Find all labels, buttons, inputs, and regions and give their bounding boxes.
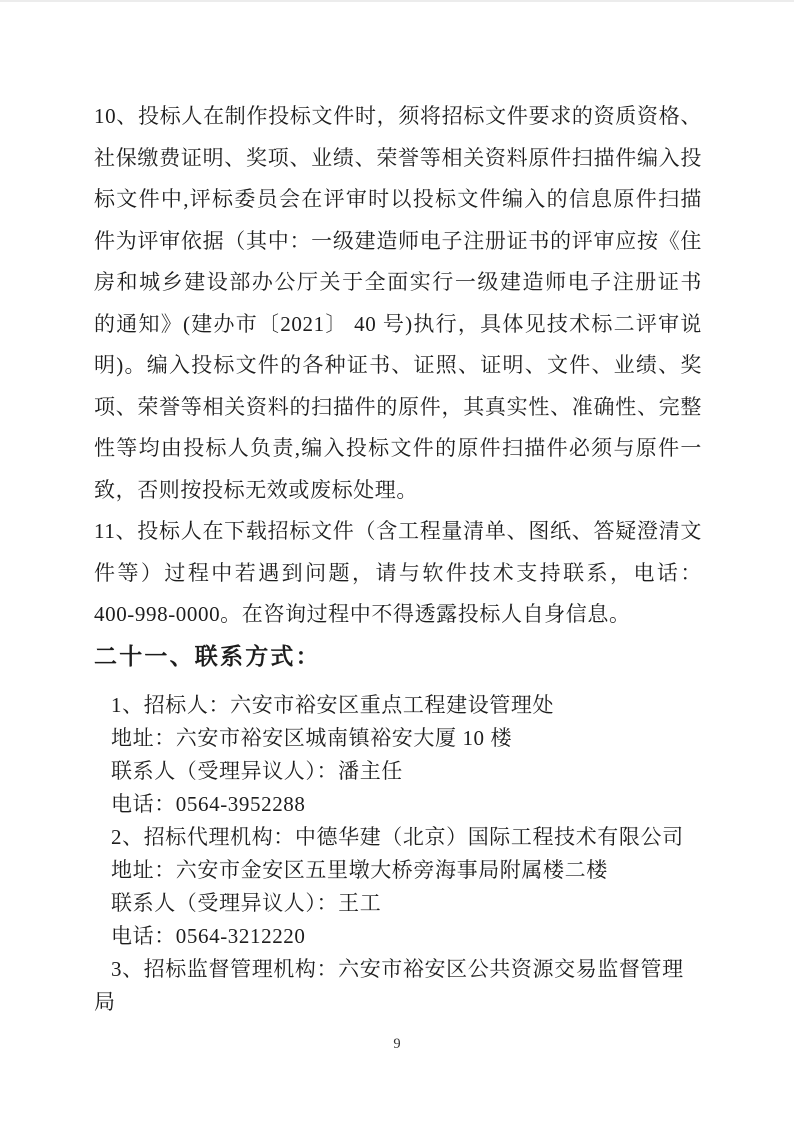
text-line: 标文件中,评标委员会在评审时以投标文件编入的信息原件扫描 xyxy=(94,187,702,211)
scan-top-edge xyxy=(0,0,794,2)
text-line: 件为评审依据（其中：一级建造师电子注册证书的评审应按《住 xyxy=(94,228,702,253)
text-line: 联系人（受理异议人）：王工 xyxy=(111,890,382,915)
section-heading-contact-info: 二十一、联系方式： xyxy=(94,643,321,669)
text-line: 地址：六安市裕安区城南镇裕安大厦 10 楼 xyxy=(111,725,513,750)
text-line: 地址：六安市金安区五里墩大桥旁海事局附属楼二楼 xyxy=(111,857,608,882)
text-line: 电话：0564-3952288 xyxy=(111,791,306,816)
text-line: 致，否则按投标无效或废标处理。 xyxy=(94,477,418,502)
text-line: 房和城乡建设部办公厅关于全面实行一级建造师电子注册证书 xyxy=(94,270,702,294)
text-line: 电话：0564-3212220 xyxy=(111,923,306,948)
text-line: 10、投标人在制作投标文件时，须将招标文件要求的资质资格、 xyxy=(94,104,702,128)
text-line: 2、招标代理机构：中德华建（北京）国际工程技术有限公司 xyxy=(111,824,684,849)
text-line: 社保缴费证明、奖项、业绩、荣誉等相关资料原件扫描件编入投 xyxy=(94,145,702,170)
text-line: 400-998-0000。在咨询过程中不得透露投标人自身信息。 xyxy=(94,602,631,626)
text-line: 明)。编入投标文件的各种证书、证照、证明、文件、业绩、奖 xyxy=(94,353,702,377)
text-line: 11、投标人在下载招标文件（含工程量清单、图纸、答疑澄清文 xyxy=(94,519,702,543)
paragraph-10 xyxy=(94,96,702,511)
page-content xyxy=(94,96,702,1019)
contact-list xyxy=(94,689,702,1019)
text-line: 项、荣誉等相关资料的扫描件的原件，其真实性、准确性、完整 xyxy=(94,394,702,419)
text-line: 的通知》(建办市〔2021〕 40 号)执行，具体见技术标二评审说 xyxy=(94,311,702,336)
paragraph-11 xyxy=(94,511,702,636)
text-line: 3、招标监督管理机构：六安市裕安区公共资源交易监督管理局 xyxy=(94,956,684,1014)
page-number: 9 xyxy=(393,1036,401,1052)
text-line: 1、招标人：六安市裕安区重点工程建设管理处 xyxy=(111,692,555,717)
text-line: 件等）过程中若遇到问题，请与软件技术支持联系，电话： xyxy=(94,560,702,585)
text-line: 性等均由投标人负责,编入投标文件的原件扫描件必须与原件一 xyxy=(94,436,702,460)
text-line: 联系人（受理异议人）：潘主任 xyxy=(111,758,403,783)
